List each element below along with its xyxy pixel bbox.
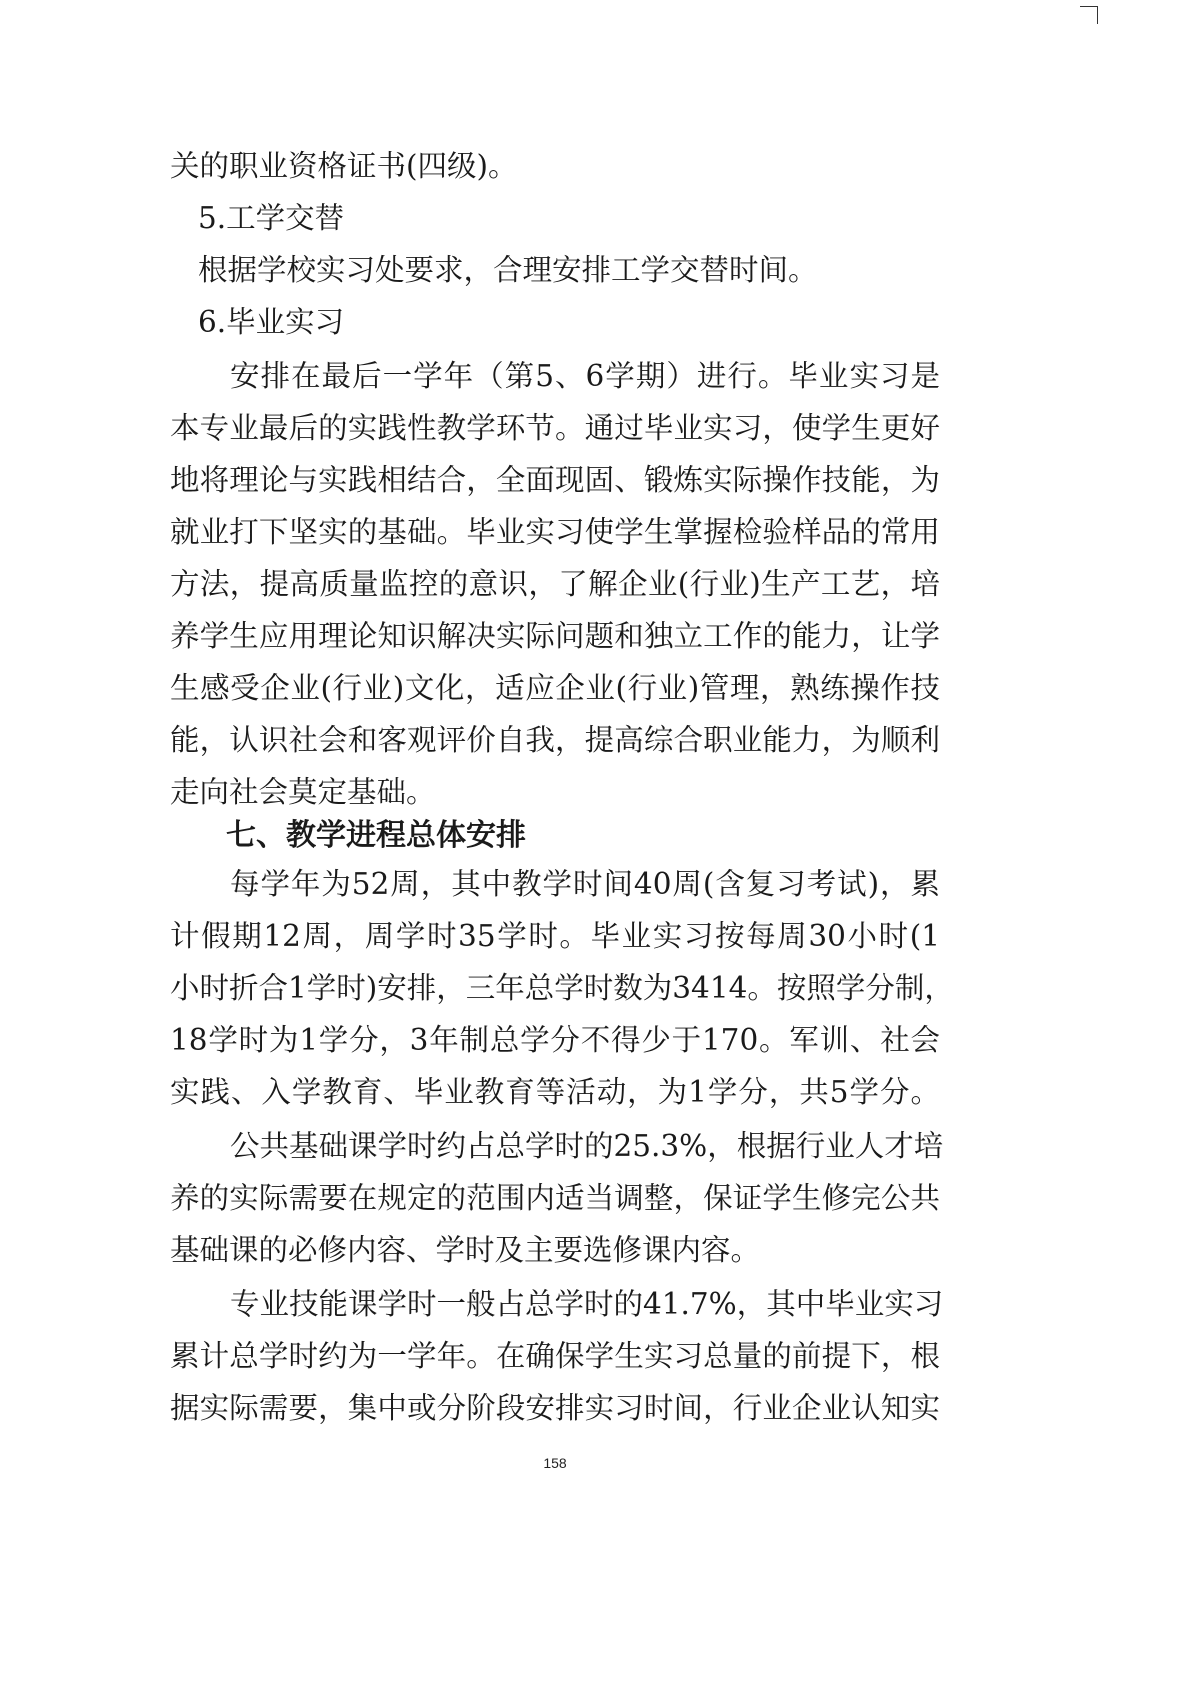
body-text-line: 小时折合1学时)安排，三年总学时数为3414。按照学分制， xyxy=(170,971,954,1005)
body-text-line: 地将理论与实践相结合，全面现固、锻炼实际操作技能，为 xyxy=(170,463,940,497)
body-text-line: 基础课的必修内容、学时及主要选修课内容。 xyxy=(170,1233,761,1267)
body-text-line: 就业打下坚实的基础。毕业实习使学生掌握检验样品的常用 xyxy=(170,515,940,549)
body-text-line: 生感受企业(行业)文化，适应企业(行业)管理，熟练操作技 xyxy=(170,671,940,705)
body-text-line: 能，认识社会和客观评价自我，提高综合职业能力，为顺利 xyxy=(170,723,940,757)
body-text-line: 养学生应用理论知识解决实际问题和独立工作的能力，让学 xyxy=(170,619,940,653)
section-heading: 七、教学进程总体安排 xyxy=(226,818,526,853)
page-number: 158 xyxy=(543,1455,567,1471)
body-text-line: 本专业最后的实践性教学环节。通过毕业实习，使学生更好 xyxy=(170,411,940,445)
body-text-line: 实践、入学教育、毕业教育等活动，为1学分，共5学分。 xyxy=(170,1075,940,1109)
crop-mark xyxy=(1097,6,1098,24)
paragraph-first-line: 专业技能课学时一般占总学时的41.7%，其中毕业实习 xyxy=(230,1287,944,1321)
crop-mark xyxy=(1080,6,1098,7)
body-text-line: 18学时为1学分，3年制总学分不得少于170。军训、社会 xyxy=(170,1023,940,1057)
list-heading: 6.毕业实习 xyxy=(198,305,345,339)
body-text-line: 方法，提高质量监控的意识，了解企业(行业)生产工艺，培 xyxy=(170,567,940,601)
body-text-line: 根据学校实习处要求，合理安排工学交替时间。 xyxy=(198,253,818,287)
paragraph-first-line: 公共基础课学时约占总学时的25.3%，根据行业人才培 xyxy=(230,1129,944,1163)
body-text-line: 据实际需要，集中或分阶段安排实习时间，行业企业认知实 xyxy=(170,1391,940,1425)
body-text-line: 累计总学时约为一学年。在确保学生实习总量的前提下，根 xyxy=(170,1339,940,1373)
paragraph-first-line: 每学年为52周，其中教学时间40周(含复习考试)，累 xyxy=(230,867,940,901)
paragraph-first-line: 安排在最后一学年（第5、6学期）进行。毕业实习是 xyxy=(230,359,940,393)
body-text-line: 计假期12周，周学时35学时。毕业实习按每周30小时(1 xyxy=(170,919,940,953)
body-text-line: 养的实际需要在规定的范围内适当调整，保证学生修完公共 xyxy=(170,1181,940,1215)
body-text-line: 关的职业资格证书(四级)。 xyxy=(170,149,518,183)
list-heading: 5.工学交替 xyxy=(198,201,345,235)
body-text-line: 走向社会莫定基础。 xyxy=(170,775,436,809)
